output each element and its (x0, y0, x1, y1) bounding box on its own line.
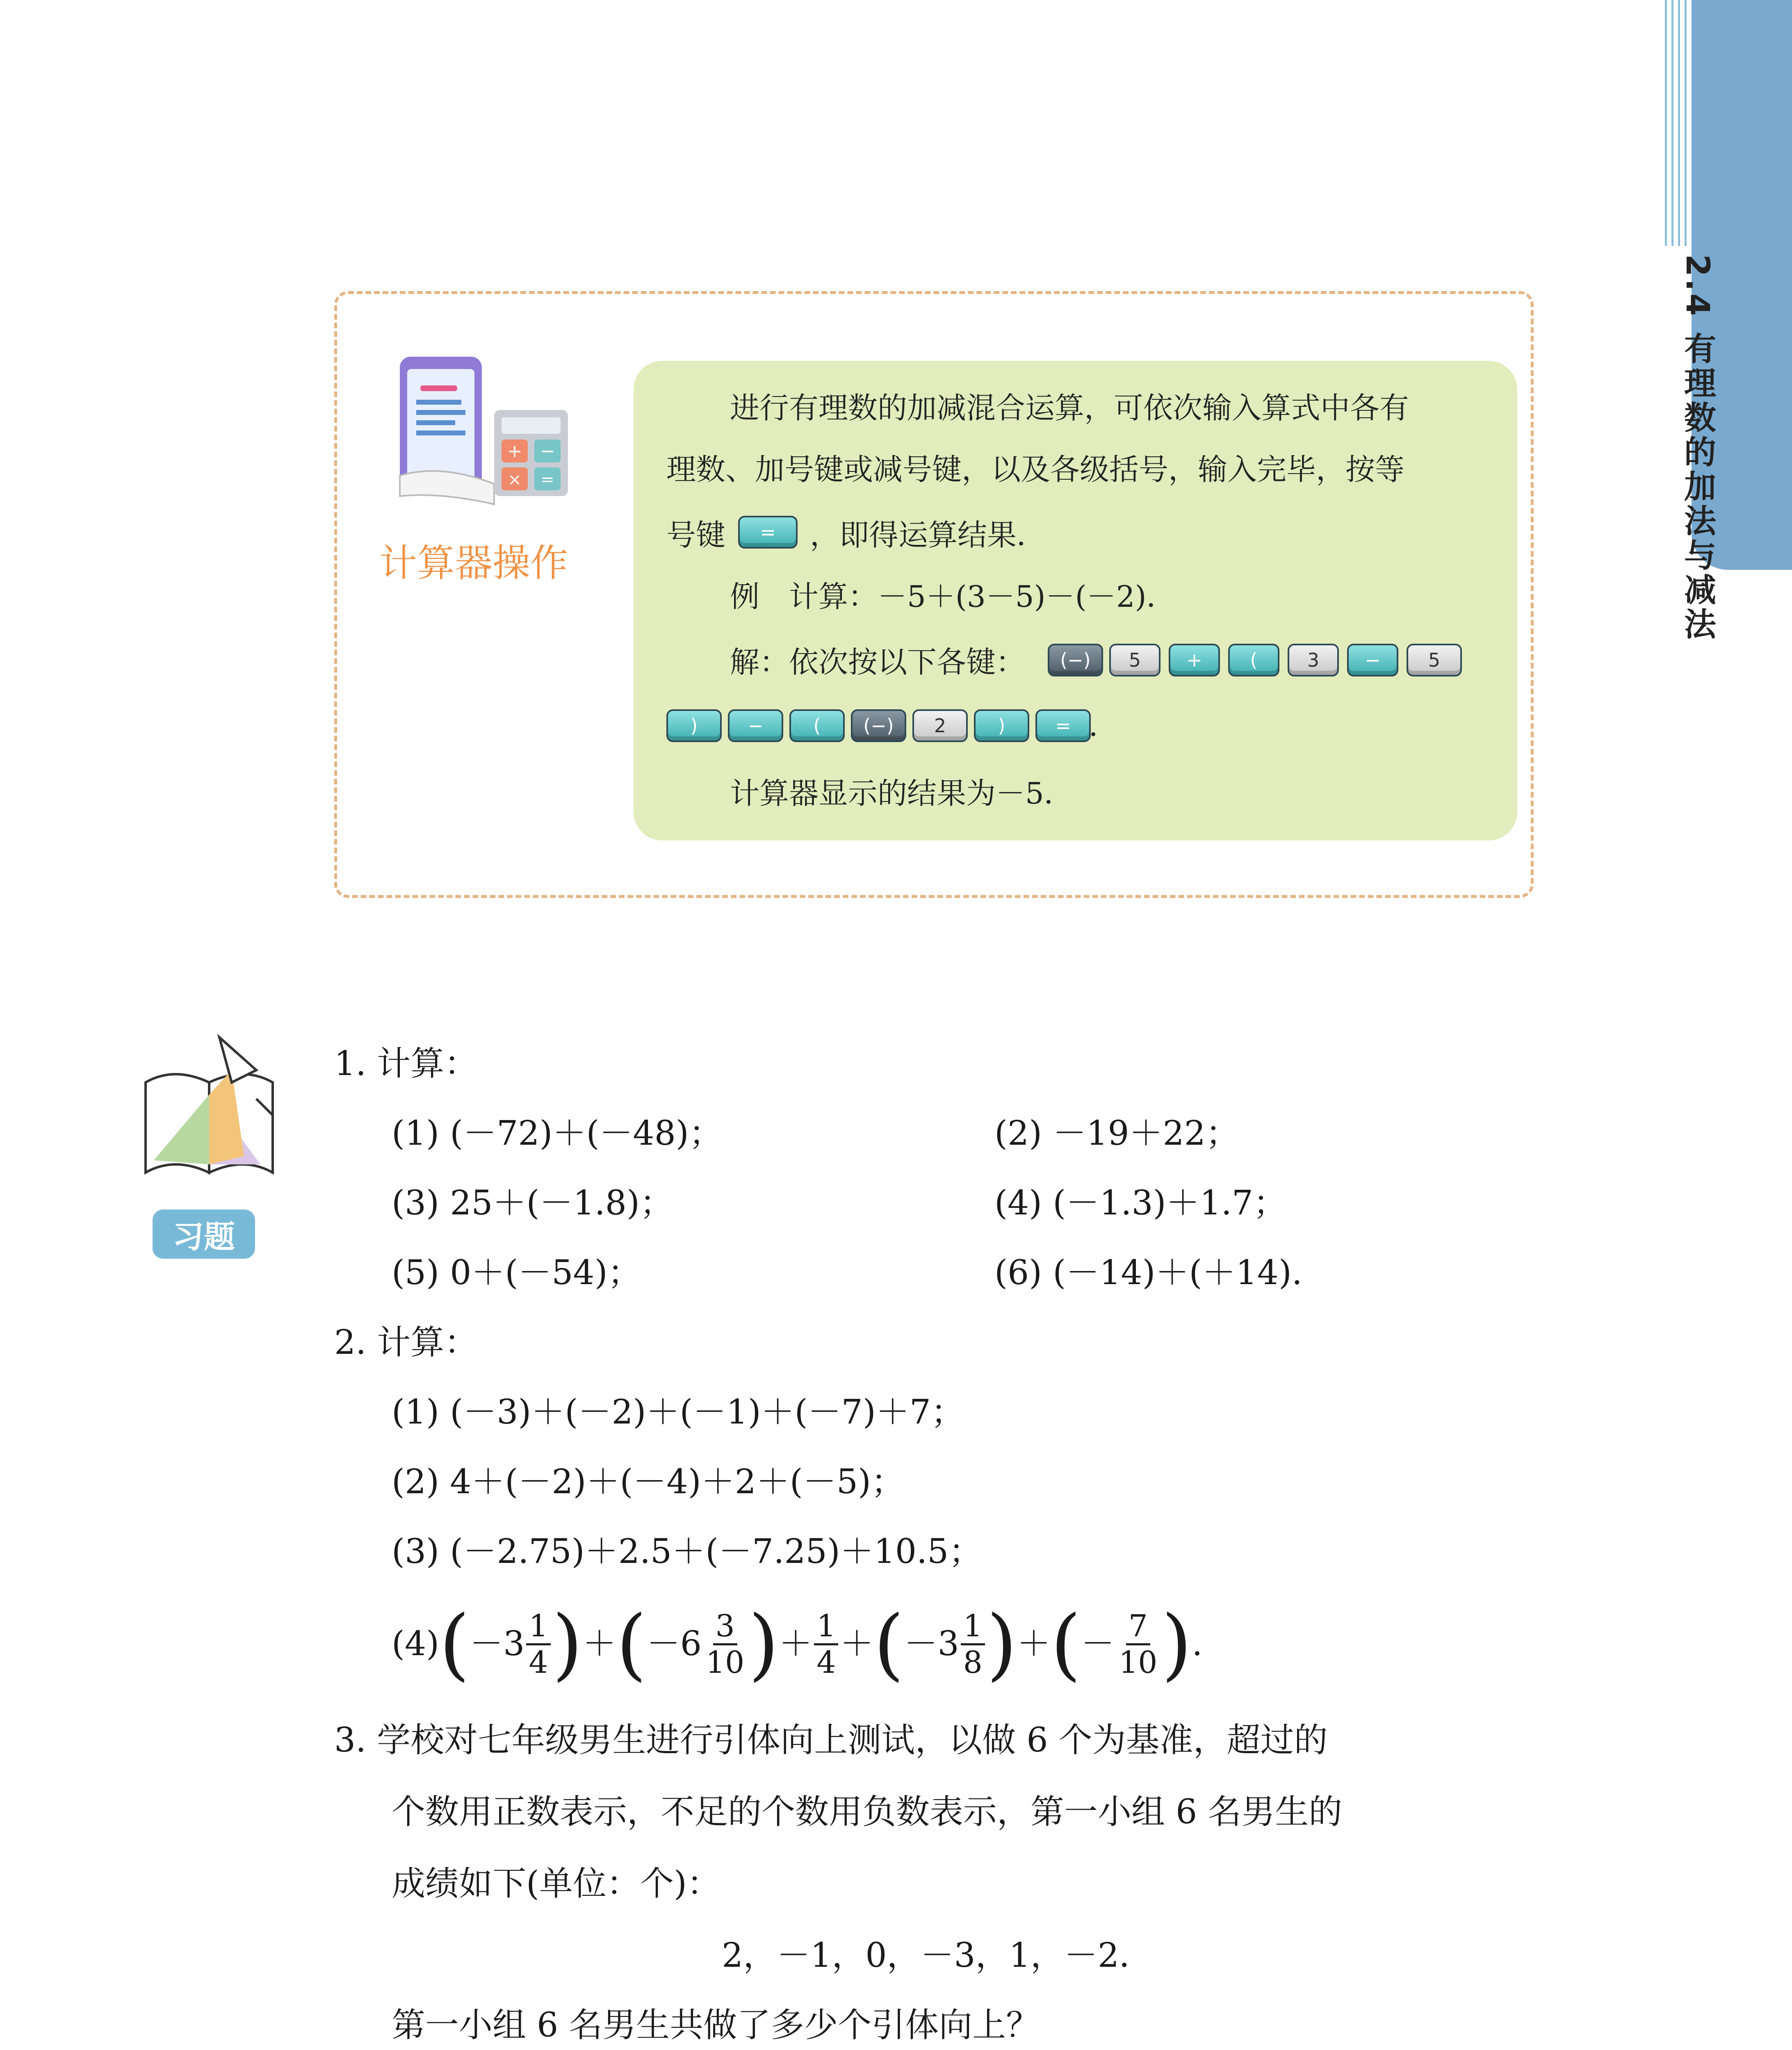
q2-item-2: (2) 4＋(－2)＋(－4)＋2＋(－5)； (392, 1462, 905, 1501)
fraction: $\frac{1}{4}$ (814, 1609, 838, 1680)
q1-item-3: (3) 25＋(－1.8)； (392, 1184, 673, 1223)
q3-question: 第一小组 6 名男生共做了多少个引体向上？ (392, 2006, 1040, 2045)
equals-key-inline: = (738, 516, 798, 549)
calculator-illustration-icon (392, 353, 588, 508)
calc-text-line-3-post: ，即得运算结果． (810, 518, 1046, 552)
q3-line-3: 成绩如下(单位：个)： (392, 1864, 720, 1903)
open-paren: ( (873, 1599, 904, 1689)
calc-text-line-3-pre: 号键 (666, 518, 726, 552)
section-title: 2.4 有理数的加法与减法 (1679, 254, 1716, 642)
calc-result: 计算器显示的结果为－5． (730, 776, 1074, 811)
key-open-paren: ( (789, 709, 845, 742)
close-paren: ) (748, 1599, 779, 1689)
key-5: 5 (1109, 644, 1160, 676)
plus-sign: ＋ (840, 1624, 874, 1663)
exercise-book-icon (137, 1033, 285, 1189)
open-paren: ( (616, 1599, 647, 1689)
key-3: 3 (1288, 644, 1339, 676)
fraction: $\frac{1}{8}$ (961, 1609, 985, 1680)
key-sequence-end: ． (1089, 708, 1119, 743)
q1-item-5: (5) 0＋(－54)； (392, 1253, 641, 1292)
q3-line-2: 个数用正数表示，不足的个数用负数表示，第一小组 6 名男生的 (392, 1793, 1343, 1831)
close-paren: ) (986, 1599, 1017, 1689)
key-close-paren: ) (666, 709, 722, 742)
plus-sign: ＋ (779, 1624, 813, 1663)
q3-data: 2，－1，0，－3，1，－2． (722, 1936, 1153, 1975)
q1-item-6: (6) (－14)＋(＋14). (994, 1253, 1302, 1292)
q2-item-3: (3) (－2.75)＋2.5＋(－7.25)＋10.5； (392, 1532, 983, 1571)
plus-sign: ＋ (582, 1624, 616, 1663)
key-open-paren: ( (1228, 644, 1279, 676)
term-2-whole: －6 (646, 1624, 702, 1663)
q1-item-4: (4) (－1.3)＋1.7； (994, 1184, 1287, 1223)
svg-text:+: + (507, 441, 522, 462)
close-paren: ) (552, 1599, 583, 1689)
fraction: $\frac{3}{10}$ (706, 1608, 745, 1680)
plus-sign: ＋ (1017, 1624, 1051, 1663)
q2-item-4 (392, 1599, 1203, 1689)
close-paren: ) (1161, 1599, 1192, 1689)
key-5: 5 (1407, 644, 1462, 676)
key-equals: = (1035, 709, 1091, 742)
question-1-label: 1. 计算： (334, 1044, 478, 1083)
calculator-operation-title: 计算器操作 (379, 541, 568, 585)
q1-item-2: (2) －19＋22； (994, 1114, 1239, 1153)
open-paren: ( (1051, 1599, 1081, 1689)
key-minus: − (728, 709, 783, 742)
svg-text:=: = (540, 470, 554, 489)
calc-text-line-1: 进行有理数的加减混合运算，可依次输入算式中各有 (730, 391, 1409, 425)
fraction: $\frac{1}{4}$ (526, 1609, 550, 1680)
calc-text-line-2: 理数、加号键或减号键，以及各级括号，输入完毕，按等 (666, 452, 1405, 487)
key-minus: − (1347, 644, 1398, 676)
q2-item-4-label: (4) (392, 1624, 440, 1663)
open-paren: ( (439, 1599, 470, 1689)
key-close-paren: ) (974, 709, 1029, 742)
term-5-sign: － (1081, 1624, 1115, 1663)
question-2-label: 2. 计算： (334, 1323, 478, 1362)
end-period: . (1192, 1624, 1203, 1663)
svg-text:−: − (540, 441, 555, 462)
key-plus: + (1169, 644, 1220, 676)
fraction: $\frac{7}{10}$ (1119, 1608, 1158, 1680)
q1-item-1: (1) (－72)＋(－48)； (392, 1114, 723, 1153)
side-decoration-lines (1665, 0, 1689, 246)
svg-text:×: × (508, 470, 522, 489)
q3-line-1: 3. 学校对七年级男生进行引体向上测试，以做 6 个为基准，超过的 (334, 1721, 1328, 1760)
q2-item-1: (1) (－3)＋(－2)＋(－1)＋(－7)＋7； (392, 1393, 965, 1432)
key-2: 2 (912, 709, 968, 742)
key-negative: (−) (1048, 644, 1103, 676)
term-4-whole: －3 (904, 1624, 959, 1663)
key-negative: (−) (851, 709, 906, 742)
calc-solution-intro: 解：依次按以下各键： (730, 645, 1026, 679)
term-1-whole: －3 (470, 1624, 525, 1663)
exercise-badge: 习题 (153, 1210, 255, 1259)
calc-example: 例 计算：－5＋(3－5)－(－2)． (730, 579, 1176, 614)
